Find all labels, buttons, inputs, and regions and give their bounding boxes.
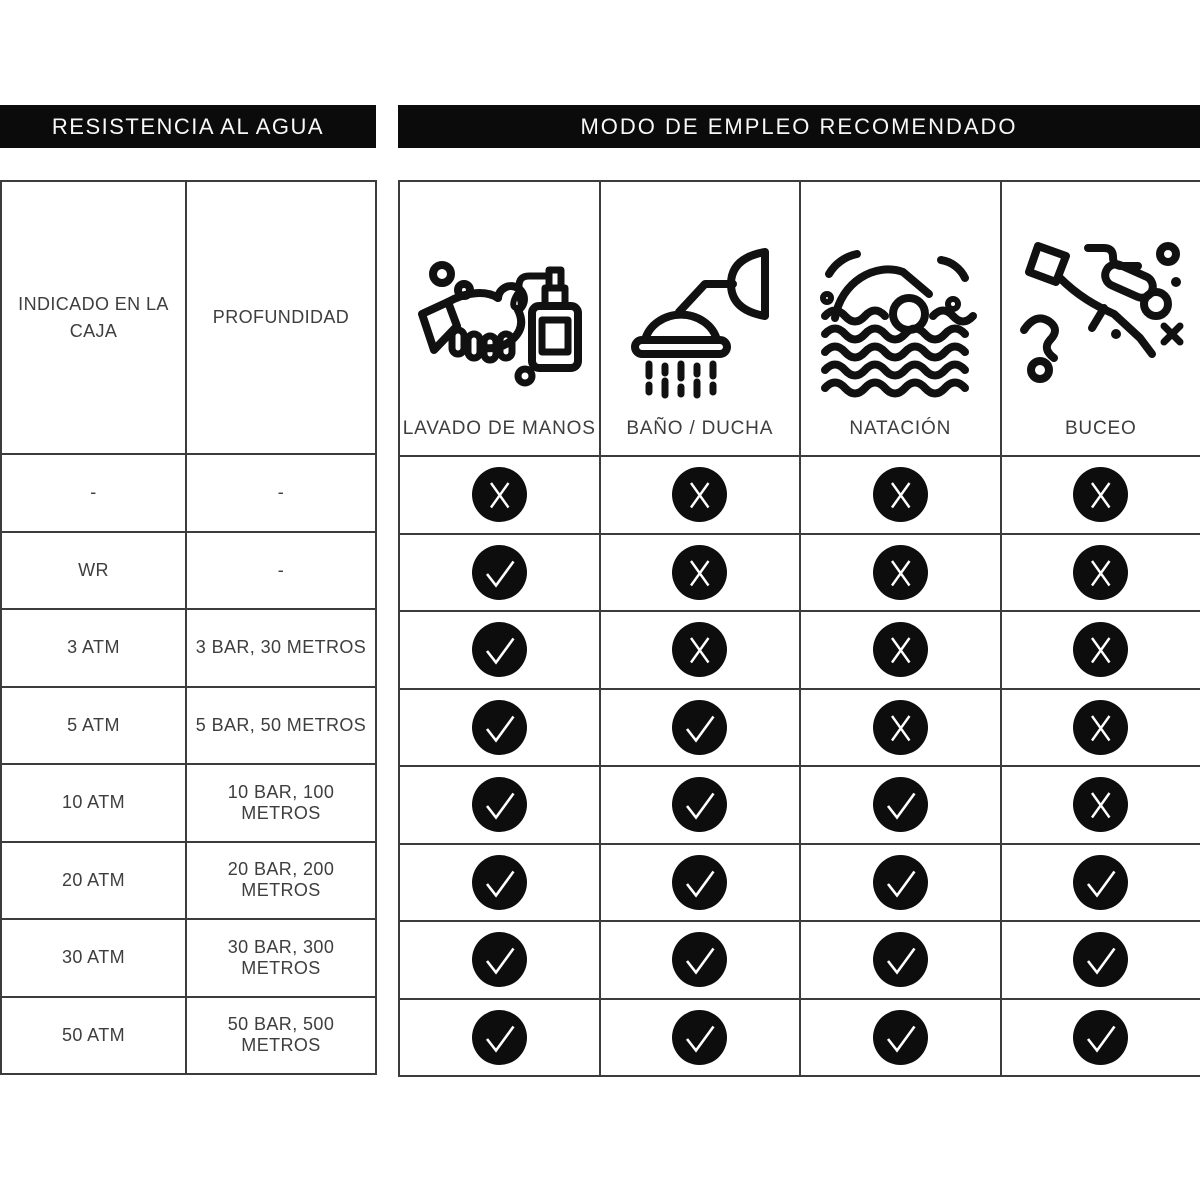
water-resistance-header-row — [1, 181, 376, 454]
usage-row — [399, 999, 1200, 1077]
cross-icon — [672, 545, 727, 600]
hand-washing-icon — [414, 230, 584, 400]
cross-icon — [873, 700, 928, 755]
usage-mark-cell — [600, 689, 801, 767]
usage-mark-cell — [800, 844, 1001, 922]
usage-mark-cell — [600, 534, 801, 612]
depth-cell: 10 BAR, 100 METROS — [186, 764, 376, 842]
case-marking-cell: 30 ATM — [1, 919, 186, 997]
usage-row — [399, 689, 1200, 767]
depth-cell: 50 BAR, 500 METROS — [186, 997, 376, 1075]
check-icon — [672, 1010, 727, 1065]
check-icon — [472, 1010, 527, 1065]
usage-row — [399, 611, 1200, 689]
resistance-row — [1, 919, 376, 997]
cross-icon — [1073, 700, 1128, 755]
activity-header-hand-washing — [399, 181, 600, 456]
case-marking-cell: WR — [1, 532, 186, 610]
cross-icon — [672, 622, 727, 677]
usage-mark-cell — [600, 844, 801, 922]
usage-row — [399, 766, 1200, 844]
usage-mark-cell — [800, 456, 1001, 534]
activity-label-shower: BAÑO / DUCHA — [626, 418, 774, 439]
left-section-header-bar — [0, 105, 376, 148]
usage-mark-cell — [800, 534, 1001, 612]
check-icon — [1073, 1010, 1128, 1065]
activity-header-swimming — [800, 181, 1001, 456]
depth-cell: 30 BAR, 300 METROS — [186, 919, 376, 997]
shower-icon — [615, 230, 785, 400]
usage-row — [399, 921, 1200, 999]
check-icon — [873, 855, 928, 910]
activity-label-swimming: NATACIÓN — [849, 418, 952, 439]
resistance-row — [1, 764, 376, 842]
right-section-title: MODO DE EMPLEO RECOMENDADO — [580, 113, 1018, 139]
usage-row — [399, 844, 1200, 922]
usage-row — [399, 534, 1200, 612]
scuba-diving-icon — [1016, 230, 1186, 400]
check-icon — [472, 700, 527, 755]
usage-mark-cell — [399, 921, 600, 999]
usage-mark-cell — [399, 844, 600, 922]
activity-header-diving — [1001, 181, 1200, 456]
cross-icon — [1073, 777, 1128, 832]
usage-mark-cell — [399, 999, 600, 1077]
depth-cell: - — [186, 532, 376, 610]
check-icon — [672, 932, 727, 987]
usage-mark-cell — [600, 766, 801, 844]
case-marking-cell: 10 ATM — [1, 764, 186, 842]
usage-mark-cell — [1001, 611, 1200, 689]
resistance-row — [1, 532, 376, 610]
cross-icon — [472, 467, 527, 522]
usage-header-row — [399, 181, 1200, 456]
check-icon — [472, 932, 527, 987]
check-icon — [873, 777, 928, 832]
case-marking-cell: 5 ATM — [1, 687, 186, 765]
activity-label-hand-washing: LAVADO DE MANOS — [402, 418, 596, 439]
usage-mark-cell — [800, 611, 1001, 689]
resistance-row — [1, 454, 376, 532]
cross-icon — [1073, 545, 1128, 600]
usage-mark-cell — [1001, 456, 1200, 534]
usage-mark-cell — [399, 766, 600, 844]
case-marking-cell: 3 ATM — [1, 609, 186, 687]
depth-cell: 5 BAR, 50 METROS — [186, 687, 376, 765]
check-icon — [472, 545, 527, 600]
resistance-row — [1, 997, 376, 1075]
resistance-row — [1, 687, 376, 765]
check-icon — [1073, 855, 1128, 910]
check-icon — [672, 855, 727, 910]
resistance-row — [1, 842, 376, 920]
check-icon — [672, 700, 727, 755]
usage-mark-cell — [800, 999, 1001, 1077]
right-section-header-bar — [398, 105, 1200, 148]
recommended-usage-table — [398, 180, 1200, 1077]
usage-mark-cell — [1001, 534, 1200, 612]
usage-mark-cell — [399, 611, 600, 689]
cross-icon — [873, 622, 928, 677]
usage-mark-cell — [600, 611, 801, 689]
case-marking-cell: 50 ATM — [1, 997, 186, 1075]
usage-mark-cell — [399, 689, 600, 767]
water-resistance-table — [0, 180, 377, 1075]
activity-header-shower — [600, 181, 801, 456]
usage-mark-cell — [1001, 999, 1200, 1077]
check-icon — [873, 1010, 928, 1065]
check-icon — [472, 622, 527, 677]
usage-mark-cell — [1001, 766, 1200, 844]
depth-cell: - — [186, 454, 376, 532]
usage-mark-cell — [399, 534, 600, 612]
usage-row — [399, 456, 1200, 534]
usage-mark-cell — [600, 999, 801, 1077]
usage-mark-cell — [600, 921, 801, 999]
check-icon — [1073, 932, 1128, 987]
usage-mark-cell — [800, 689, 1001, 767]
depth-cell: 20 BAR, 200 METROS — [186, 842, 376, 920]
depth-cell: 3 BAR, 30 METROS — [186, 609, 376, 687]
usage-mark-cell — [399, 456, 600, 534]
resistance-row — [1, 609, 376, 687]
column-header-depth: PROFUNDIDAD — [186, 181, 376, 454]
case-marking-cell: 20 ATM — [1, 842, 186, 920]
column-header-case-marking: INDICADO EN LA CAJA — [1, 181, 186, 454]
usage-mark-cell — [600, 456, 801, 534]
activity-label-diving: BUCEO — [1064, 418, 1137, 439]
case-marking-cell: - — [1, 454, 186, 532]
usage-mark-cell — [1001, 921, 1200, 999]
usage-mark-cell — [800, 766, 1001, 844]
left-section-title: RESISTENCIA AL AGUA — [51, 113, 325, 139]
check-icon — [472, 855, 527, 910]
check-icon — [672, 777, 727, 832]
usage-mark-cell — [1001, 689, 1200, 767]
cross-icon — [873, 545, 928, 600]
swimming-icon — [815, 230, 985, 400]
check-icon — [873, 932, 928, 987]
cross-icon — [873, 467, 928, 522]
usage-mark-cell — [1001, 844, 1200, 922]
check-icon — [472, 777, 527, 832]
cross-icon — [1073, 467, 1128, 522]
cross-icon — [672, 467, 727, 522]
cross-icon — [1073, 622, 1128, 677]
usage-mark-cell — [800, 921, 1001, 999]
